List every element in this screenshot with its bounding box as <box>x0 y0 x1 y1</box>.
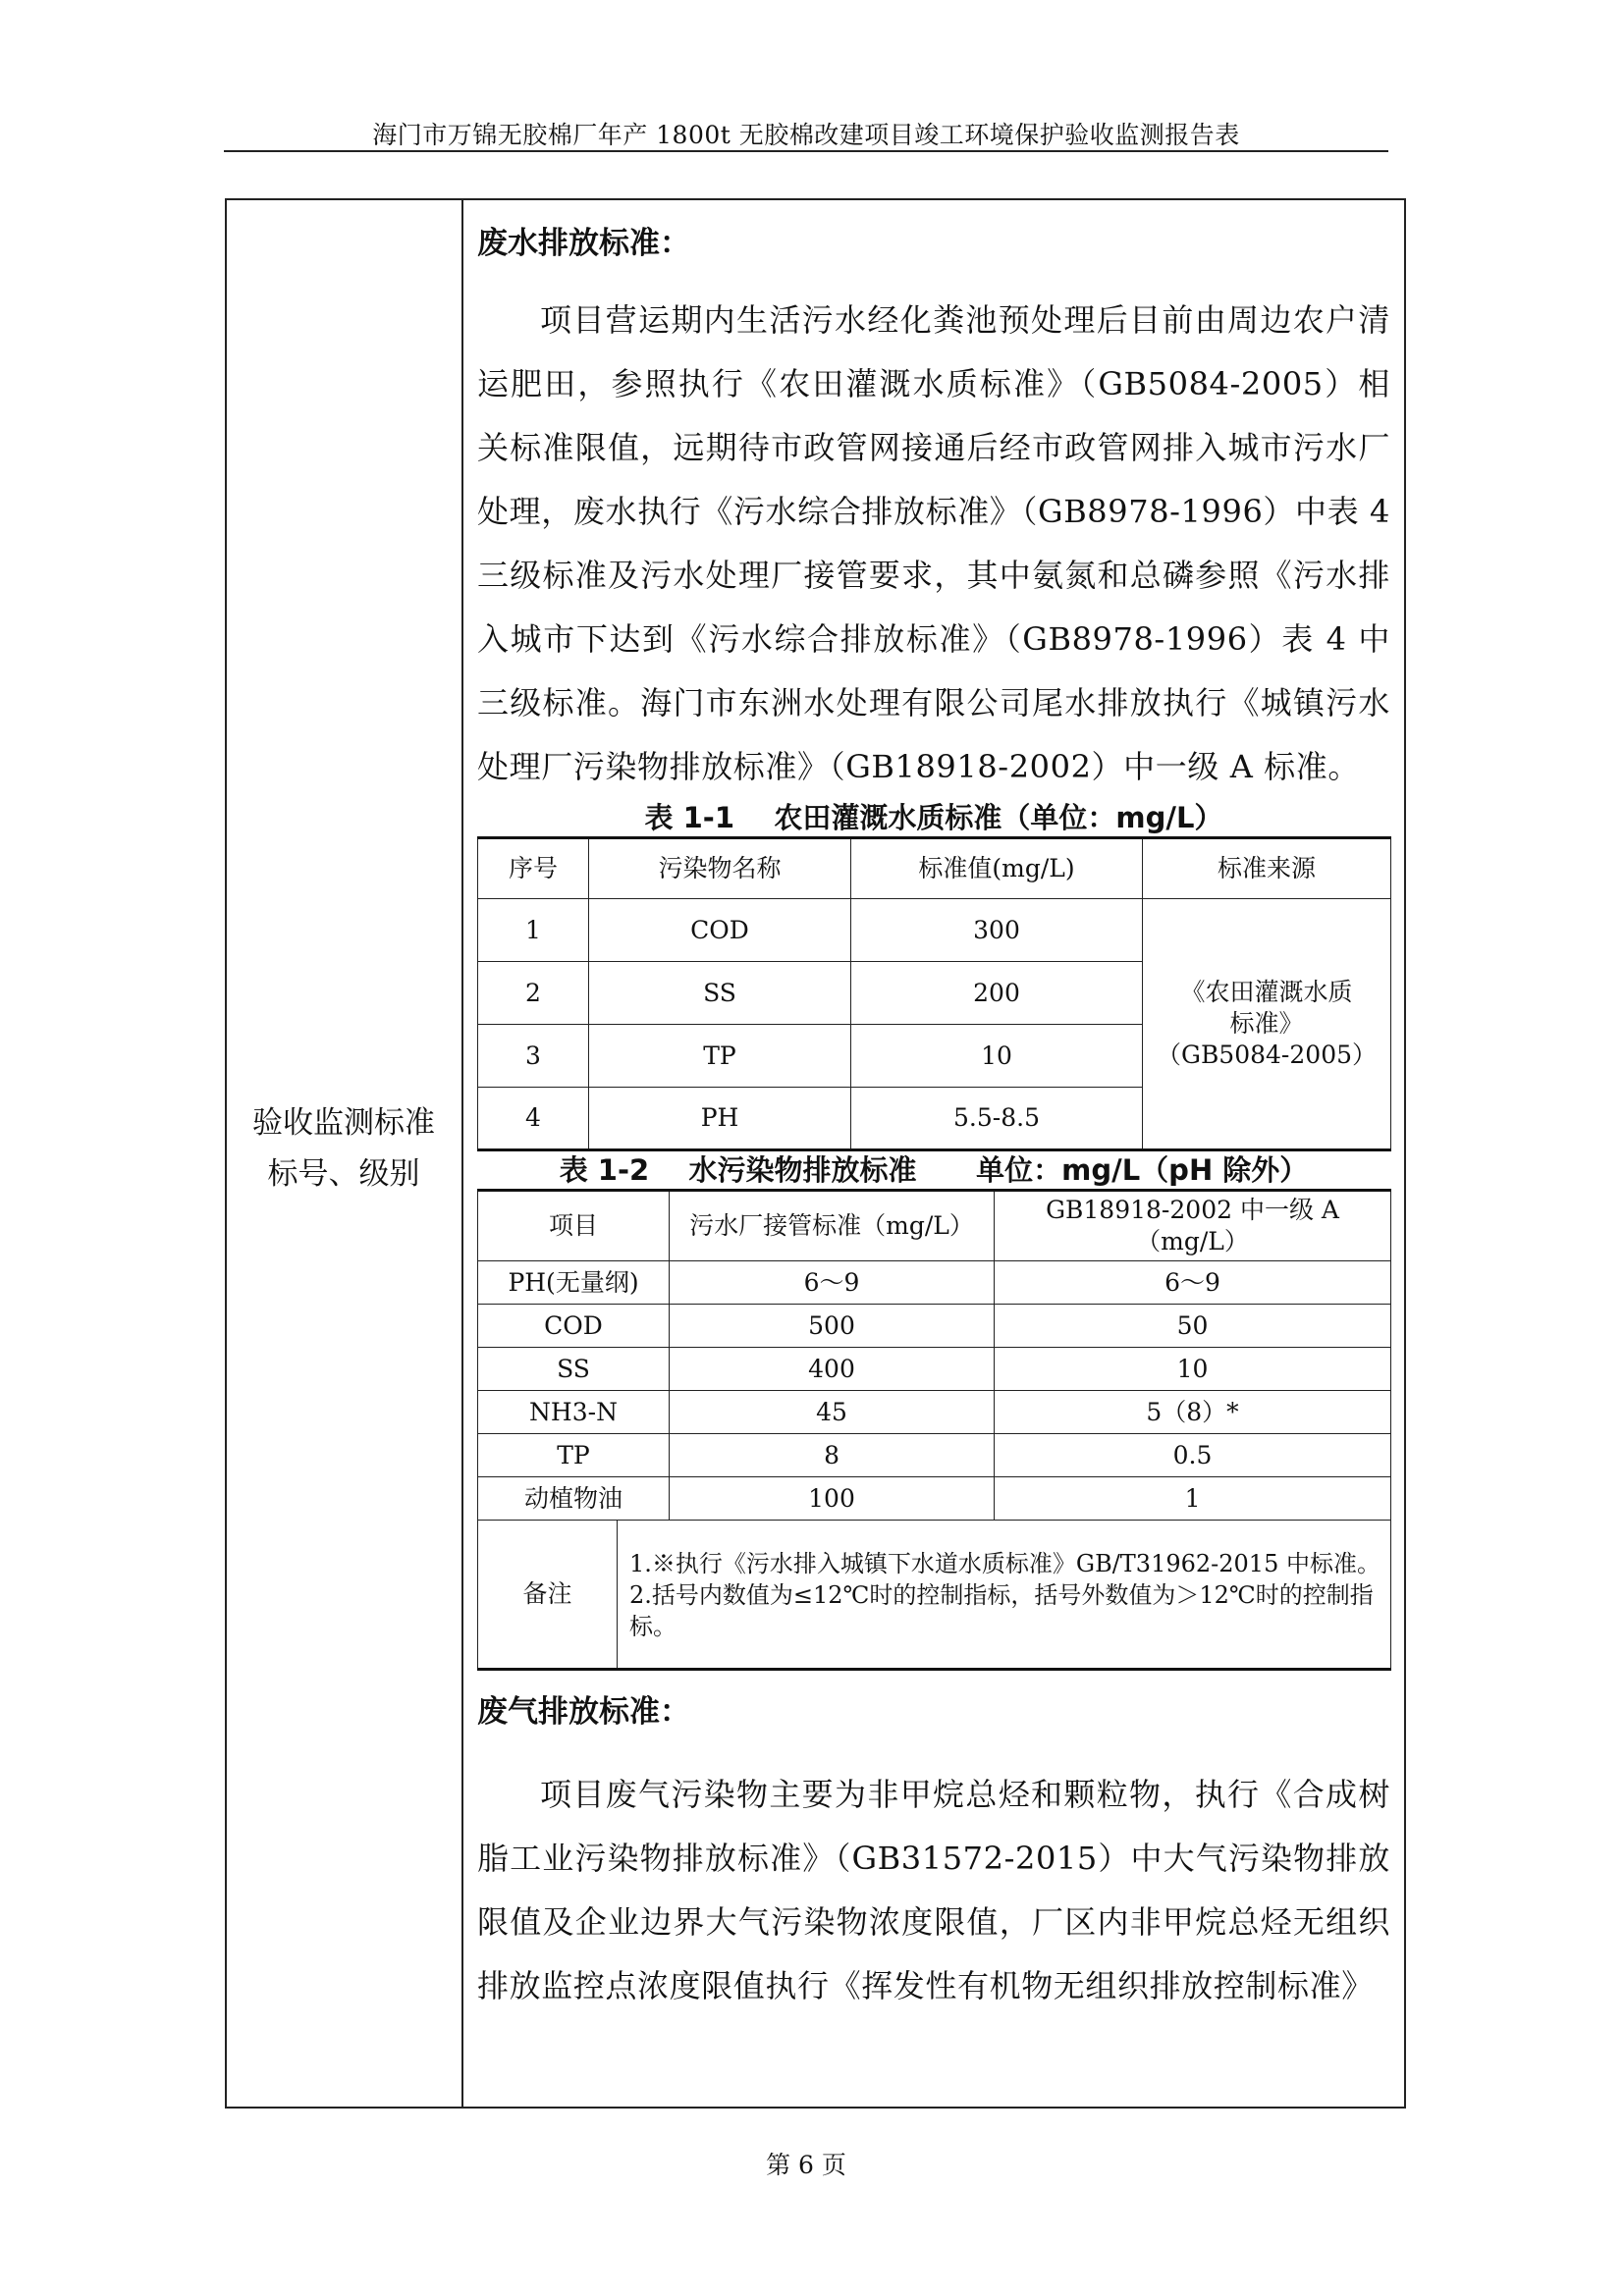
table2-cell-gb: 0.5 <box>995 1434 1391 1477</box>
table1-cell-value: 300 <box>851 899 1143 962</box>
table1-cell-no: 1 <box>478 899 589 962</box>
table2-header-row <box>478 1191 1391 1261</box>
table2-note-label: 备注 <box>478 1521 618 1670</box>
table1-cell-value: 200 <box>851 962 1143 1025</box>
table2-cell-item: NH3-N <box>478 1391 670 1434</box>
table1-header-value: 标准值(mg/L) <box>851 838 1143 899</box>
standards-content <box>477 224 1390 2018</box>
table1-header-name: 污染物名称 <box>589 838 851 899</box>
document-header: 海门市万锦无胶棉厂年产 1800t 无胶棉改建项目竣工环境保护验收监测报告表 <box>372 121 1240 149</box>
table2-cell-item: 动植物油 <box>478 1477 670 1521</box>
table1-cell-no: 2 <box>478 962 589 1025</box>
table1-cell-value: 10 <box>851 1025 1143 1088</box>
table2-header-gb-line1: GB18918-2002 中一级 A <box>1046 1196 1339 1224</box>
table2-header-gb <box>995 1191 1391 1261</box>
table2-cell-intake: 6～9 <box>670 1261 995 1305</box>
table2-cell-item: SS <box>478 1348 670 1391</box>
table2-cell-intake: 400 <box>670 1348 995 1391</box>
table2-cell-item: PH(无量纲) <box>478 1261 670 1305</box>
table2-note-content <box>618 1521 1391 1670</box>
wastewater-section-title: 废水排放标准： <box>477 226 690 261</box>
table2-header-intake: 污水厂接管标准（mg/L） <box>670 1191 995 1261</box>
table1-header-source: 标准来源 <box>1143 838 1391 899</box>
table2-cell-intake: 500 <box>670 1305 995 1348</box>
column-divider <box>461 198 463 2109</box>
table2-cell-gb: 10 <box>995 1348 1391 1391</box>
table2-note-line1: 1.※执行《污水排入城镇下水道水质标准》GB/T31962-2015 中标准。 <box>629 1550 1380 1577</box>
table2-caption: 表 1-2 水污染物排放标准 单位：mg/L（pH 除外） <box>559 1153 1309 1187</box>
exhaust-section-title: 废气排放标准： <box>477 1694 690 1730</box>
wastewater-paragraph: 项目营运期内生活污水经化粪池预处理后目前由周边农户清运肥田，参照执行《农田灌溉水质标准》（GB5084-2005）相关标准限值，远期待市政管网接通后经市政管网排入城市污水厂处理，废水执行《污水综合排放标准》（GB8978-1996）中表 4 三级标准及污水处理厂接管要求，其中氨氮和总磷参照《污水排入城市下达到《污水综合排放标准》（GB8978-1996）表 4 中三级标准。海门市东洲水处理有限公司尾水排放执行《城镇污水处理厂污染物排放标准》（GB18918-2002）中一级 A 标准。 <box>477 301 1390 785</box>
table2-note-line2: 2.括号内数值为≤12℃时的控制指标，括号外数值为＞12℃时的控制指标。 <box>629 1581 1374 1640</box>
table-row <box>478 1305 1391 1348</box>
table1-cell-name: PH <box>589 1088 851 1150</box>
table-row <box>478 1348 1391 1391</box>
table-row <box>478 1391 1391 1434</box>
table1-cell-name: COD <box>589 899 851 962</box>
left-label-line2: 标号、级别 <box>267 1156 420 1192</box>
table1-source-line3: （GB5084-2005） <box>1156 1041 1378 1069</box>
table2-cell-gb: 6～9 <box>995 1261 1391 1305</box>
table2-cell-intake: 45 <box>670 1391 995 1434</box>
table2-header-item: 项目 <box>478 1191 670 1261</box>
table1-header-no: 序号 <box>478 838 589 899</box>
table-row <box>478 1434 1391 1477</box>
table1-header-row <box>478 838 1391 899</box>
water-pollutant-table <box>477 1189 1391 1671</box>
table1-cell-name: SS <box>589 962 851 1025</box>
table1-cell-value: 5.5-8.5 <box>851 1088 1143 1150</box>
table2-cell-intake: 100 <box>670 1477 995 1521</box>
table-row <box>478 1261 1391 1305</box>
table1-cell-no: 3 <box>478 1025 589 1088</box>
table1-cell-name: TP <box>589 1025 851 1088</box>
table-row <box>478 899 1391 962</box>
table1-source-line2: 标准》 <box>1229 1009 1304 1038</box>
header-rule <box>224 150 1388 152</box>
table2-cell-item: COD <box>478 1305 670 1348</box>
table2-cell-gb: 1 <box>995 1477 1391 1521</box>
table2-note-row <box>478 1521 1391 1670</box>
table2-cell-intake: 8 <box>670 1434 995 1477</box>
farmland-irrigation-table <box>477 836 1391 1151</box>
table-row <box>478 1477 1391 1521</box>
table2-cell-gb: 50 <box>995 1305 1391 1348</box>
table1-cell-no: 4 <box>478 1088 589 1150</box>
table2-cell-gb: 5（8）* <box>995 1391 1391 1434</box>
table1-source-cell <box>1143 899 1391 1150</box>
page-number: 第 6 页 <box>766 2151 846 2179</box>
table1-caption: 表 1-1 农田灌溉水质标准（单位：mg/L） <box>644 801 1223 834</box>
table1-source-line1: 《农田灌溉水质 <box>1180 978 1353 1006</box>
table2-cell-item: TP <box>478 1434 670 1477</box>
table2-header-gb-line2: （mg/L） <box>1136 1227 1249 1255</box>
exhaust-paragraph: 项目废气污染物主要为非甲烷总烃和颗粒物，执行《合成树脂工业污染物排放标准》（GB31572-2015）中大气污染物排放限值及企业边界大气污染物浓度限值，厂区内非甲烷总烃无组织排放监控点浓度限值执行《挥发性有机物无组织排放控制标准》 <box>477 1776 1390 2004</box>
left-label-line1: 验收监测标准 <box>252 1105 435 1141</box>
acceptance-standard-label <box>228 1097 460 1200</box>
